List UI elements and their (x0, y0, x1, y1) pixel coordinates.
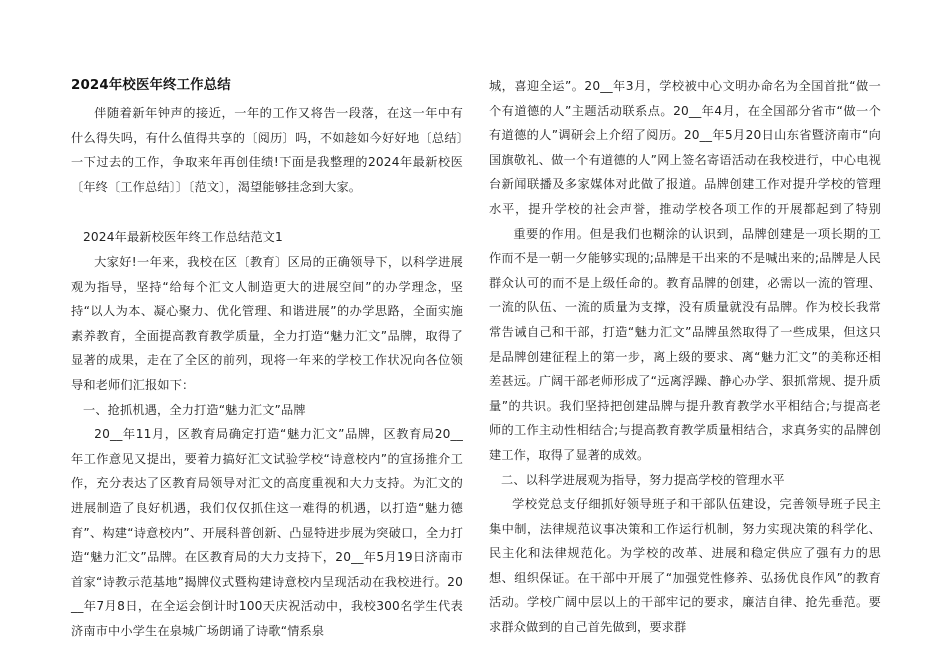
document-title: 2024年校医年终工作总结 (71, 78, 231, 93)
right-column (489, 74, 881, 640)
section-1-paragraph-right-part-a: 城，喜迎全运”。20__年3月，学校被中心文明办命名为全国首批“做一个有道德的人”主题活动联系点。20__年4月，在全国部分省市“做一个有道德的人”调研会上介绍了阅历。20__年5月20日山东省暨济南市“向国旗敬礼、做一个有道德的人”网上签名寄语活动在我校进行，中心电视台新闻联播及多家媒体对此做了报道。品牌创建工作对提升学校的管理水平，提升学校的社会声誉，推动学校各项工作的开展都起到了特别 (489, 79, 881, 216)
section-1-heading: 一、抢抓机遇，全力打造“魅力汇文”品牌 (83, 402, 306, 417)
intro-paragraph: 伴随着新年钟声的接近，一年的工作又将告一段落，在这一年中有什么得失吗，有什么值得共享的〔阅历〕吗，不如趁如今好好地〔总结〕一下过去的工作，争取来年再创佳绩!下面是我整理的2024年最新校医〔年终〔工作总结〕〕〔范文〕，渴望能够挂念到大家。 (71, 106, 463, 194)
section-2-heading: 二、以科学进展观为指导，努力提高学校的管理水平 (501, 472, 785, 487)
section-1-paragraph-left: 20__年11月，区教育局确定打造“魅力汇文”品牌，区教育局20__年工作意见又提出，要着力搞好汇文试验学校“诗意校内”的宣扬推介工作，充分表达了区教育局领导对汇文的高度重视和大力支持。为汇文的进展制造了良好机遇，我们仅仅抓住这一难得的机遇，以打造“魅力德育”、构建“诗意校内”、开展科普创新、凸显特进步展为突破口，全力打造“魅力汇文”品牌。在区教育局的大力支持下，20__年5月19日济南市首家“诗教示范基地”揭牌仪式暨构建诗意校内呈现活动在我校进行。20__年7月8日，在全运会倒计时100天庆祝活动中，我校300名学生代表济南市中小学生在泉城广场朗诵了诗歌“情系泉 (71, 427, 463, 638)
section-1-paragraph-right (489, 74, 881, 468)
left-column (71, 74, 463, 643)
sample-heading: 2024年最新校医年终工作总结范文1 (83, 230, 283, 245)
greeting-paragraph: 大家好!一年来，我校在区〔教育〕区局的正确领导下，以科学进展观为指导，坚持“给每个汇文人制造更大的进展空间”的办学理念，坚持“以人为本、凝心聚力、优化管理、和谐进展”的办学思路，全面实施素养教育，全面提高教育教学质量，全力打造“魅力汇文”品牌，取得了显著的成果，走在了全区的前列，现将一年来的学校工作状况向各位领导和老师们汇报如下： (71, 254, 463, 392)
section-1-paragraph-right-part-b: 重要的作用。但是我们也糊涂的认识到，品牌创建是一项长期的工作而不是一朝一夕能够实现的;品牌是干出来的不是喊出来的;品牌是人民群众认可的而不是上级任命的。教育品牌的创建，必需以一流的管理、一流的队伍、一流的质量为支撑，没有质量就没有品牌。作为校长我常常告诫自己和干部，打造“魅力汇文”品牌虽然取得了一些成果，但这只是品牌创建征程上的第一步，离上级的要求、离“魅力汇文”的美称还相差甚远。广阔干部老师形成了“远离浮躁、静心办学、狠抓常规、提升质量”的共识。我们坚持把创建品牌与提升教育教学水平相结合;与提高老师的工作主动性相结合;与提高教育教学质量相结合，求真务实的品牌创建工作，取得了显著的成效。 (489, 226, 881, 462)
section-2-paragraph: 学校党总支仔细抓好领导班子和干部队伍建设，完善领导班子民主集中制，法律规范议事决策和工作运行机制，努力实现决策的科学化、民主化和法律规范化。为学校的改革、进展和稳定供应了强有力的思想、组织保证。在干部中开展了“加强党性修养、弘扬优良作风”的教育活动。学校广阔中层以上的干部牢记的要求，廉洁自律、抢先垂范。要求群众做到的自己首先做到，要求群 (489, 497, 881, 635)
